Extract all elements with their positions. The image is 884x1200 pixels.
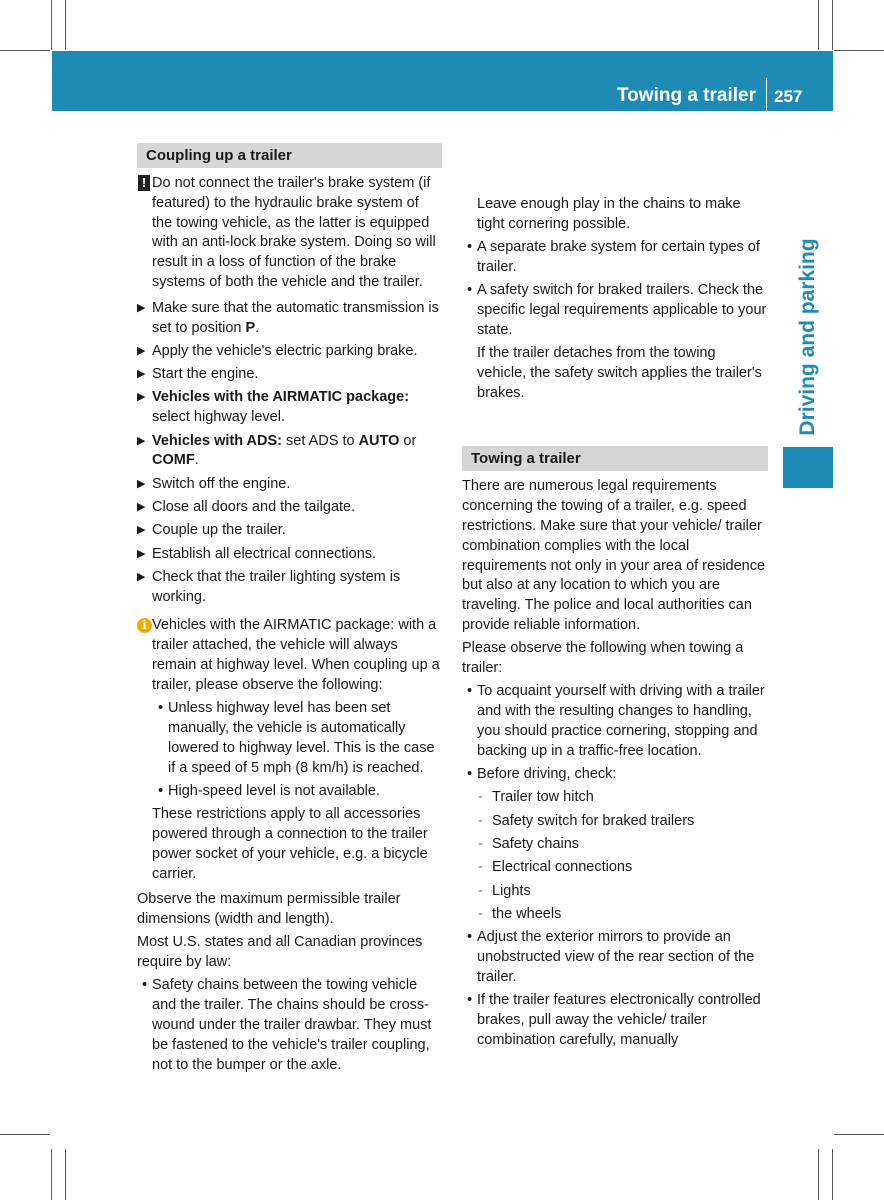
header-divider <box>766 78 767 111</box>
warning-text: Do not connect the trailer's brake system (if featured) to the hydraulic brake system of the towing vehicle, as the latter is equipped with an anti-lock brake system. Doing so will result in a loss of function of the brake systems of both the vehicle and the trailer. <box>152 175 436 290</box>
step-item: ▶ Start the engine. <box>137 365 442 385</box>
left-column <box>137 143 442 1079</box>
crop-mark <box>832 1149 833 1200</box>
info-restriction-note: These restrictions apply to all accessories powered through a connection to the trailer power socket of your vehicle, e.g. a bicycle carrier. <box>152 806 428 882</box>
list-item: • A separate brake system for certain types of trailer. <box>467 239 760 275</box>
step-item: ▶ Couple up the trailer. <box>137 521 442 541</box>
paragraph: Observe the maximum permissible trailer dimensions (width and length). <box>137 891 401 928</box>
info-note <box>137 616 442 695</box>
arrow-icon: ▶ <box>137 434 146 447</box>
step-item: ▶ Vehicles with the AIRMATIC package: select highway level. <box>137 389 410 426</box>
arrow-icon: ▶ <box>137 500 146 513</box>
crop-mark <box>818 1149 819 1200</box>
check-item: - the wheels <box>478 905 562 922</box>
crop-mark <box>818 0 819 50</box>
info-text: Vehicles with the AIRMATIC package: with a trailer attached, the vehicle will always remain at highway level. When coupling up a trailer, please observe the following: <box>152 617 440 693</box>
chain-note: Leave enough play in the chains to make tight cornering possible. <box>477 196 741 232</box>
check-item: - Trailer tow hitch <box>478 789 594 806</box>
list-item: • To acquaint yourself with driving with a trailer and with the resulting changes to handling, you should practice cornering, stopping and backing up in a traffic-free location. <box>467 683 765 759</box>
paragraph: There are numerous legal requirements concerning the towing of a trailer, e.g. speed restrictions. Make sure that your vehicle/ trailer combination complies with the local requirements not only in your area of residence but also at any location to which you are traveling. The police and local authorities can provide reliable information. <box>462 478 766 634</box>
crop-mark <box>832 0 833 50</box>
arrow-icon: ▶ <box>137 368 146 381</box>
list-item: • Safety chains between the towing vehicle and the trailer. The chains should be cross-wound under the trailer drawbar. They must be fastened to the vehicle's trailer coupling, not to the bumper or the axle. <box>142 977 432 1073</box>
arrow-icon: ▶ <box>137 344 146 357</box>
check-item: - Electrical connections <box>478 859 633 876</box>
page-number: 257 <box>774 87 803 106</box>
arrow-icon: ▶ <box>137 477 146 490</box>
crop-mark <box>65 1149 66 1200</box>
right-column <box>462 143 768 1054</box>
chapter-tab-label: Driving and parking <box>796 238 819 436</box>
crop-mark <box>834 1134 884 1135</box>
check-item: - Safety switch for braked trailers <box>478 812 695 829</box>
step-item: ▶ Establish all electrical connections. <box>137 545 442 565</box>
arrow-icon: ▶ <box>137 570 146 583</box>
list-item: • A safety switch for braked trailers. Check the specific legal requirements applicable to your state. <box>467 282 767 338</box>
safety-switch-note: If the trailer detaches from the towing vehicle, the safety switch applies the trailer's brakes. <box>477 345 762 401</box>
crop-mark <box>51 0 52 50</box>
crop-mark <box>51 1149 52 1200</box>
section-heading-coupling: Coupling up a trailer <box>137 143 442 168</box>
step-item: ▶ Check that the trailer lighting system is working. <box>137 568 401 605</box>
list-item: • Adjust the exterior mirrors to provide an unobstructed view of the rear section of the trailer. <box>467 929 755 985</box>
info-icon: i <box>137 618 152 633</box>
warning-note <box>137 174 442 293</box>
arrow-icon: ▶ <box>137 547 146 560</box>
warning-icon: ! <box>138 175 150 191</box>
page-title: Towing a trailer <box>616 85 756 106</box>
list-item: • Before driving, check: <box>467 766 617 783</box>
step-item: ▶ Vehicles with ADS: set ADS to AUTO or COMF. <box>137 432 417 469</box>
info-list-item: • Unless highway level has been set manually, the vehicle is automatically lowered to highway level. This is the case if a speed of 5 mph (8 km/h) is reached. <box>158 700 435 776</box>
paragraph: Please observe the following when towing a trailer: <box>462 640 744 677</box>
step-item: ▶ Close all doors and the tailgate. <box>137 498 442 518</box>
list-item: • If the trailer features electronically controlled brakes, pull away the vehicle/ trailer combination carefully, manually <box>467 992 761 1048</box>
check-item: - Lights <box>478 882 531 899</box>
step-item: ▶ Switch off the engine. <box>137 475 442 495</box>
crop-mark <box>0 50 50 51</box>
chapter-tab-marker <box>783 447 833 488</box>
arrow-icon: ▶ <box>137 524 146 537</box>
arrow-icon: ▶ <box>137 301 146 314</box>
check-item: - Safety chains <box>478 836 580 853</box>
step-item: ▶ Apply the vehicle's electric parking brake. <box>137 342 442 362</box>
arrow-icon: ▶ <box>137 391 146 404</box>
step-item: ▶ Make sure that the automatic transmission is set to position P. <box>137 299 439 336</box>
crop-mark <box>0 1134 50 1135</box>
crop-mark <box>834 50 884 51</box>
info-list-item: • High-speed level is not available. <box>158 782 380 799</box>
section-heading-towing: Towing a trailer <box>462 446 768 471</box>
paragraph: Most U.S. states and all Canadian provinces require by law: <box>137 934 423 971</box>
crop-mark <box>65 0 66 50</box>
